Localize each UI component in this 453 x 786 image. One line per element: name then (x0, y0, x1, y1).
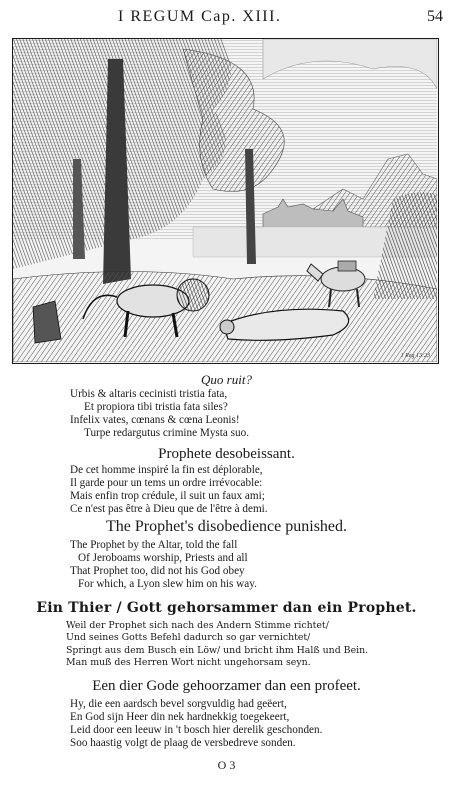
verse-line: Mais enfin trop crédule, il suit un faux ami; (70, 490, 265, 502)
running-head (0, 6, 453, 28)
verse-line: Weil der Prophet sich nach des Andern Stimme richtet/ (66, 620, 329, 631)
french-title: Prophete desobeissant. (158, 446, 295, 462)
engraving-plate (12, 38, 439, 364)
plate-caption: 1 Reg 13:23 (400, 353, 430, 359)
verse-line: En God sijn Heer din nek hardnekkig toegekeert, (70, 711, 290, 723)
verse-line: Et propiora tibi tristia fata siles? (84, 401, 228, 413)
signature-mark: O 3 (217, 758, 236, 772)
latin-verse (70, 388, 249, 440)
english-title: The Prophet's disobedience punished. (105, 518, 348, 535)
dutch-verse (70, 698, 322, 750)
verse-line: Il garde pour un tems un ordre irrévocable: (70, 477, 263, 489)
verse-line: Man muß des Herren Wort nicht ungehorsam seyn. (66, 657, 311, 669)
verse-line: Turpe redargutus crimine Mysta suo. (84, 427, 249, 439)
verse-line: For which, a Lyon slew him on his way. (78, 578, 257, 590)
verse-line: De cet homme inspiré la fin est déplorable, (70, 464, 263, 476)
german-verse (66, 620, 368, 670)
english-verse (70, 539, 257, 591)
verse-line: Springt aus dem Busch ein Löw/ und bricht ihm Halß und Bein. (66, 644, 369, 656)
page-number: 54 (427, 8, 443, 25)
engraving-illustration (13, 39, 437, 362)
verse-line: Of Jeroboams worship, Priests and all (78, 552, 248, 564)
verse-line: Infelix vates, cœnans & cœna Leonis! (70, 414, 240, 426)
running-title: I REGUM Cap. XIII. (118, 8, 282, 25)
german-title: Ein Thier / Gott gehorsammer dan ein Prophet. (36, 600, 417, 616)
verse-line: Hy, die een aardsch bevel sorgvuldig had geëert, (70, 698, 287, 710)
dutch-title: Een dier Gode gehoorzamer dan een profeet. (92, 678, 361, 694)
verse-line: Ce n'est pas être à Dieu que de l'être à demi. (70, 503, 268, 515)
verse-line: Leid door een leeuw in 't bosch hier derelik geschonden. (70, 724, 323, 736)
french-verse (70, 464, 268, 516)
latin-motto: Quo ruit? (201, 372, 252, 387)
verse-line: The Prophet by the Altar, told the fall (70, 539, 238, 551)
verse-line: Und seines Gotts Befehl dadurch so gar vernichtet/ (66, 632, 311, 644)
ground (13, 272, 437, 363)
verse-line: Soo haastig volgt de plaag de versbedreve sonden. (70, 737, 296, 749)
verse-line: Urbis & altaris cecinisti tristia fata, (70, 388, 228, 400)
verse-line: That Prophet too, did not his God obey (70, 565, 245, 577)
